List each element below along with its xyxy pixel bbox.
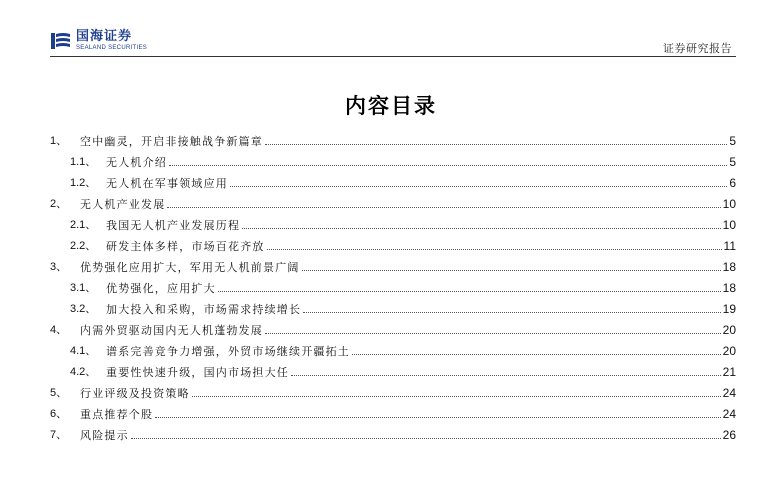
logo-english-name: SEALAND SECURITIES	[76, 45, 148, 51]
toc-entry-title: 我国无人机产业发展历程	[106, 219, 241, 232]
toc-entry-title: 无人机在军事领域应用	[106, 177, 228, 190]
toc-entry[interactable]	[50, 337, 736, 358]
toc-entry-title: 空中幽灵，开启非接触战争新篇章	[80, 135, 263, 148]
toc-entry[interactable]	[50, 358, 736, 379]
sealand-logo-icon	[50, 31, 72, 51]
toc-entry-title: 重点推荐个股	[80, 408, 154, 421]
toc-dot-leader	[352, 354, 721, 355]
toc-entry-title: 无人机介绍	[106, 156, 167, 169]
logo-chinese-name: 国海证券	[76, 29, 133, 44]
toc-entry[interactable]	[50, 148, 736, 169]
toc-entry-number: 2.1、	[70, 219, 97, 231]
toc-entry[interactable]	[50, 232, 736, 253]
toc-entry-number: 6、	[50, 408, 68, 420]
toc-entry-page: 21	[722, 365, 736, 379]
toc-entry-page: 18	[722, 281, 736, 295]
document-type-label: 证券研究报告	[663, 42, 732, 55]
toc-entry-title: 研发主体多样，市场百花齐放	[106, 240, 265, 253]
toc-entry-number: 5、	[50, 387, 68, 399]
toc-entry-title: 风险提示	[80, 429, 129, 442]
toc-entry[interactable]	[50, 379, 736, 400]
toc-entry[interactable]	[50, 295, 736, 316]
toc-dot-leader	[265, 144, 727, 145]
toc-entry-number: 4.2、	[70, 366, 97, 378]
toc-entry[interactable]	[50, 400, 736, 421]
toc-entry-number: 3.1、	[70, 282, 97, 294]
toc-entry-page: 18	[722, 260, 736, 274]
toc-entry[interactable]	[50, 169, 736, 190]
page-header	[0, 0, 782, 58]
toc-entry-number: 2.2、	[70, 240, 97, 252]
company-logo	[50, 30, 147, 52]
toc-entry[interactable]	[50, 253, 736, 274]
toc-entry[interactable]	[50, 421, 736, 442]
header-divider	[50, 56, 736, 57]
toc-entry-title: 内需外贸驱动国内无人机蓬勃发展	[80, 324, 263, 337]
toc-entry[interactable]	[50, 316, 736, 337]
toc-entry-number: 4.1、	[70, 345, 97, 357]
toc-entry[interactable]	[50, 211, 736, 232]
toc-entry-page: 11	[723, 239, 736, 253]
toc-entry-number: 4、	[50, 324, 68, 336]
toc-entry[interactable]	[50, 127, 736, 148]
toc-entry-page: 19	[722, 302, 736, 316]
toc-entry-title: 优势强化，应用扩大	[106, 282, 216, 295]
toc-dot-leader	[265, 333, 721, 334]
toc-entry-title: 无人机产业发展	[80, 198, 166, 211]
toc-entry-page: 24	[722, 407, 736, 421]
page-title: 内容目录	[345, 93, 437, 118]
toc-dot-leader	[267, 249, 722, 250]
toc-entry-page: 10	[722, 197, 736, 211]
toc-entry[interactable]	[50, 190, 736, 211]
toc-entry-page: 24	[722, 386, 736, 400]
toc-entry-number: 3、	[50, 261, 68, 273]
toc-dot-leader	[242, 228, 720, 229]
toc-entry-title: 优势强化应用扩大，军用无人机前景广阔	[80, 261, 300, 274]
toc-entry-number: 1.1、	[70, 156, 97, 168]
toc-entry-number: 3.2、	[70, 303, 97, 315]
toc-dot-leader	[192, 396, 721, 397]
toc-dot-leader	[155, 417, 720, 418]
toc-entry-title: 行业评级及投资策略	[80, 387, 190, 400]
toc-dot-leader	[167, 207, 720, 208]
toc-entry-page: 20	[722, 323, 736, 337]
toc-entry-page: 5	[729, 134, 736, 148]
toc-entry-page: 5	[729, 155, 736, 169]
toc-entry[interactable]	[50, 274, 736, 295]
toc-dot-leader	[230, 186, 727, 187]
table-of-contents	[50, 127, 736, 442]
toc-dot-leader	[131, 438, 721, 439]
toc-entry-title: 重要性快速升级，国内市场担大任	[106, 366, 289, 379]
toc-entry-number: 7、	[50, 429, 68, 441]
toc-dot-leader	[169, 165, 727, 166]
toc-dot-leader	[218, 291, 721, 292]
toc-entry-page: 20	[722, 344, 736, 358]
toc-dot-leader	[302, 270, 721, 271]
toc-entry-title: 谱系完善竞争力增强，外贸市场继续开疆拓土	[106, 345, 350, 358]
toc-entry-page: 6	[729, 176, 736, 190]
toc-dot-leader	[303, 312, 720, 313]
toc-entry-number: 1.2、	[70, 177, 97, 189]
toc-entry-title: 加大投入和采购，市场需求持续增长	[106, 303, 302, 316]
toc-entry-page: 10	[722, 218, 736, 232]
toc-entry-number: 1、	[50, 135, 68, 147]
toc-dot-leader	[291, 375, 721, 376]
toc-entry-page: 26	[722, 428, 736, 442]
toc-entry-number: 2、	[50, 198, 68, 210]
